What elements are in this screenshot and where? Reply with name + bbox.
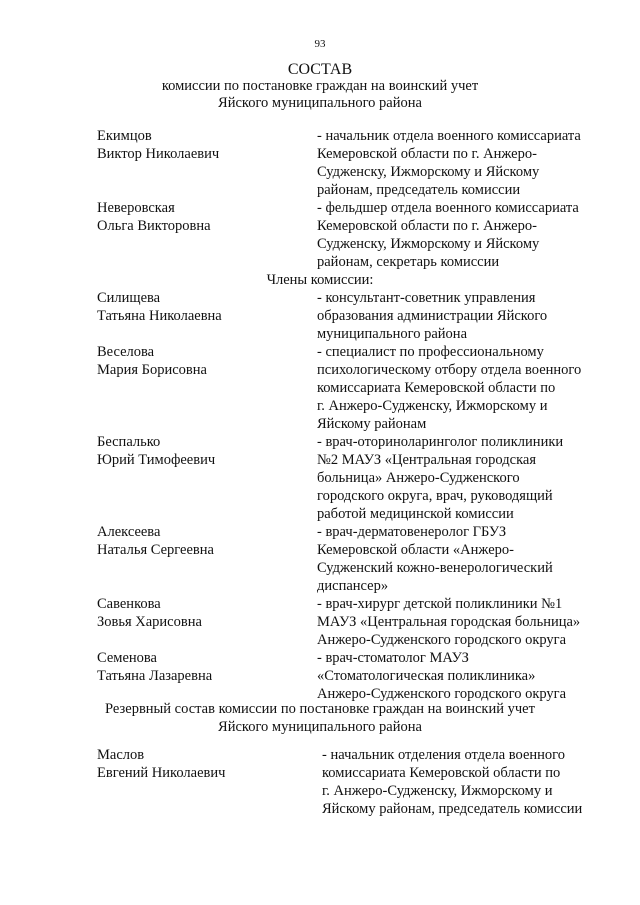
member-role (317, 595, 617, 649)
member-role-line: Яйскому районам (317, 416, 427, 432)
reserve-heading-line: Резервный состав комиссии по постановке граждан на воинский учет (105, 701, 535, 717)
member-role-line: г. Анжеро-Судженску, Ижморскому и (322, 783, 553, 799)
member-role (317, 433, 617, 523)
member-role-line: МАУЗ «Центральная городская больница» (317, 614, 581, 630)
member-name (97, 523, 214, 559)
member-role-line: муниципального района (317, 326, 467, 342)
member-name (97, 127, 219, 163)
member-role-line: - консультант-советник управления (317, 290, 536, 306)
member-name (97, 746, 225, 782)
member-name (97, 649, 212, 685)
member-name (97, 595, 202, 631)
member-role-line: - начальник отдела военного комиссариата (317, 128, 581, 144)
member-role-line: районам, председатель комиссии (317, 182, 521, 198)
member-role-line: Судженский кожно-венерологический (317, 560, 553, 576)
member-role-line: Кемеровской области по г. Анжеро- (317, 146, 537, 162)
member-role (317, 523, 617, 595)
member-role-line: Анжеро-Судженского городского округа (317, 686, 567, 702)
member-surname: Беспалько (97, 434, 161, 450)
member-given-names: Виктор Николаевич (97, 146, 220, 162)
member-role-line: комиссариата Кемеровской области по (317, 380, 556, 396)
member-role-line: - начальник отделения отдела военного (322, 747, 565, 763)
leaders-list (0, 127, 640, 271)
member-role (317, 199, 617, 271)
member-entry (0, 746, 640, 818)
reserve-list (0, 746, 640, 818)
member-entry (0, 595, 640, 649)
member-role-line: Судженску, Ижморскому и Яйскому (317, 164, 540, 180)
member-surname: Алексеева (97, 524, 161, 540)
member-entry (0, 649, 640, 703)
member-role-line: - врач-оториноларинголог поликлиники (317, 434, 564, 450)
member-role-line: - врач-хирург детской поликлиники №1 (317, 596, 563, 612)
member-surname: Веселова (97, 344, 155, 360)
member-surname: Силищева (97, 290, 161, 306)
member-surname: Семенова (97, 650, 157, 666)
document-title: СОСТАВ (287, 61, 353, 78)
member-given-names: Наталья Сергеевна (97, 542, 214, 558)
document-subtitle (0, 78, 640, 112)
member-role-line: №2 МАУЗ «Центральная городская (317, 452, 537, 468)
member-role-line: комиссариата Кемеровской области по (322, 765, 561, 781)
member-role-line: больница» Анжеро-Судженского (317, 470, 520, 486)
member-given-names: Татьяна Николаевна (97, 308, 222, 324)
member-entry (0, 433, 640, 523)
member-entry (0, 199, 640, 271)
member-given-names: Евгений Николаевич (97, 765, 226, 781)
member-role-line: - врач-дерматовенеролог ГБУЗ (317, 524, 507, 540)
member-given-names: Мария Борисовна (97, 362, 207, 378)
member-name (97, 343, 207, 379)
member-role-line: - врач-стоматолог МАУЗ (317, 650, 469, 666)
member-role (317, 127, 617, 199)
member-entry (0, 343, 640, 433)
member-role-line: Судженску, Ижморскому и Яйскому (317, 236, 540, 252)
member-role-line: Кемеровской области «Анжеро- (317, 542, 514, 558)
member-given-names: Ольга Викторовна (97, 218, 211, 234)
commission-list (0, 127, 640, 703)
subtitle-line: Яйского муниципального района (218, 95, 422, 111)
subtitle-line: комиссии по постановке граждан на воинский учет (161, 78, 479, 94)
member-name (97, 289, 222, 325)
member-role (322, 746, 622, 818)
member-role-line: Анжеро-Судженского городского округа (317, 632, 567, 648)
members-list (0, 289, 640, 703)
reserve-heading-line: Яйского муниципального района (218, 719, 422, 735)
member-role-line: районам, секретарь комиссии (317, 254, 500, 270)
member-role (317, 343, 617, 433)
member-name (97, 199, 211, 235)
member-surname: Неверовская (97, 200, 175, 216)
member-entry (0, 127, 640, 199)
member-role-line: Кемеровской области по г. Анжеро- (317, 218, 537, 234)
member-role-line: - фельдшер отдела военного комиссариата (317, 200, 579, 216)
member-given-names: Татьяна Лазаревна (97, 668, 213, 684)
member-surname: Екимцов (97, 128, 152, 144)
member-surname: Савенкова (97, 596, 161, 612)
member-entry (0, 523, 640, 595)
reserve-heading (0, 700, 640, 736)
member-given-names: Юрий Тимофеевич (97, 452, 216, 468)
member-surname: Маслов (97, 747, 145, 763)
member-role-line: городского округа, врач, руководящий (317, 488, 553, 504)
member-role-line: диспансер» (317, 578, 389, 594)
member-role-line: «Стоматологическая поликлиника» (317, 668, 536, 684)
member-role-line: психологическому отбору отдела военного (317, 362, 582, 378)
member-given-names: Зовья Харисовна (97, 614, 202, 630)
members-heading: Члены комиссии: (266, 272, 374, 288)
member-entry (0, 289, 640, 343)
member-name (97, 433, 215, 469)
member-role-line: образования администрации Яйского (317, 308, 548, 324)
member-role-line: - специалист по профессиональному (317, 344, 544, 360)
member-role (317, 289, 617, 343)
member-role-line: Яйскому районам, председатель комиссии (322, 801, 583, 817)
member-role-line: г. Анжеро-Судженску, Ижморскому и (317, 398, 548, 414)
member-role-line: работой медицинской комиссии (317, 506, 514, 522)
page-number: 93 (314, 38, 326, 50)
member-role (317, 649, 617, 703)
